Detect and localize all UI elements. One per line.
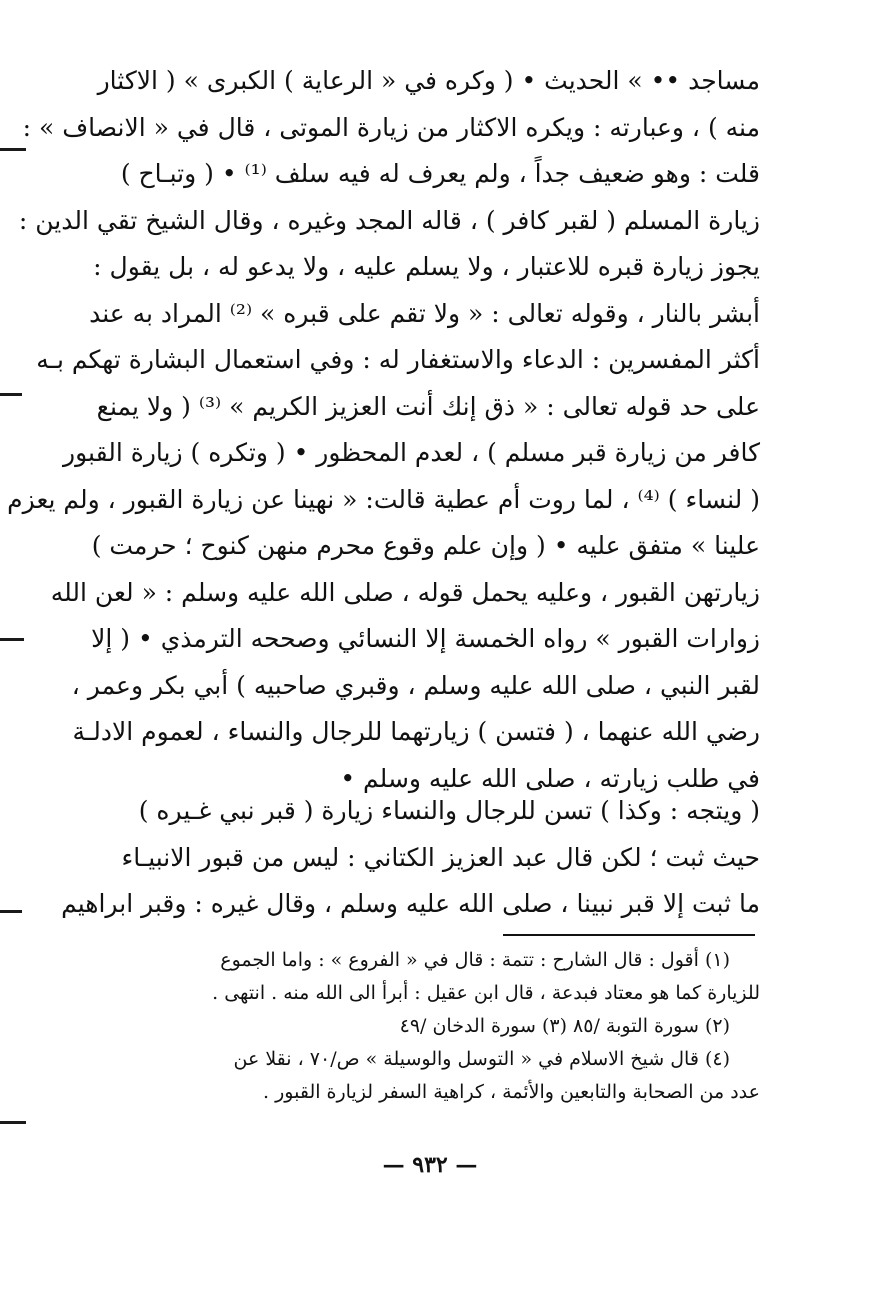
text-line: كافر من زيارة قبر مسلم ) ، لعدم المحظور • ( وتكره ) زيارة القبور bbox=[63, 438, 760, 467]
text-line: ( لنساء ) ⁽⁴⁾ ، لما روت أم عطية قالت: « نهينا عن زيارة القبور ، ولم يعزم bbox=[7, 484, 760, 514]
footnote-separator bbox=[503, 934, 755, 936]
scan-margin-mark bbox=[0, 393, 22, 396]
footnote-1-line: للزيارة كما هو معتاد فبدعة ، قال ابن عقيل : أبرأ الى الله منه . انتهى . bbox=[212, 982, 760, 1004]
scan-margin-mark bbox=[0, 1121, 26, 1124]
text-line: زيارة المسلم ( لقبر كافر ) ، قاله المجد وغيره ، وقال الشيخ تقي الدين : bbox=[18, 205, 760, 235]
text-line: حيث ثبت ؛ لكن قال عبد العزيز الكتاني : ليس من قبور الانبيـاء bbox=[121, 842, 760, 872]
text-line: على حد قوله تعالى : « ذق إنك أنت العزيز الكريم » ⁽³⁾ ( ولا يمنع bbox=[96, 391, 760, 421]
scan-margin-mark bbox=[0, 910, 22, 913]
scan-margin-mark bbox=[0, 638, 24, 641]
text-line: أبشر بالنار ، وقوله تعالى : « ولا تقم على قبره » ⁽²⁾ المراد به عند bbox=[89, 298, 760, 328]
text-line: منه ) ، وعبارته : ويكره الاكثار من زيارة الموتى ، قال في « الانصاف » : bbox=[22, 112, 760, 142]
footnote-4-line: عدد من الصحابة والتابعين والأئمة ، كراهية السفر لزيارة القبور . bbox=[263, 1081, 760, 1103]
footnote-1-line: (١) أقول : قال الشارح : تتمة : قال في « الفروع » : واما الجموع bbox=[220, 949, 730, 971]
text-line: ما ثبت إلا قبر نبينا ، صلى الله عليه وسلم ، وقال غيره : وقبر ابراهيم bbox=[61, 889, 760, 918]
footnote-2-3-row bbox=[103, 1010, 760, 1043]
text-line: علينا » متفق عليه • ( وإن علم وقوع محرم منهن كنوح ؛ حرمت ) bbox=[91, 531, 760, 560]
text-line: في طلب زيارته ، صلى الله عليه وسلم • bbox=[340, 763, 760, 793]
text-line: زيارتهن القبور ، وعليه يحمل قوله ، صلى الله عليه وسلم : « لعن الله bbox=[50, 577, 760, 607]
text-line: قلت : وهو ضعيف جداً ، ولم يعرف له فيه سلف ⁽¹⁾ • ( وتبـاح ) bbox=[120, 159, 760, 188]
footnote-3: (٣) سورة الدخان /٤٩ bbox=[399, 1015, 567, 1037]
text-line: لقبر النبي ، صلى الله عليه وسلم ، وقبري صاحبيه ) أبي بكر وعمر ، bbox=[71, 670, 760, 700]
page-number: — ٩٣٢ — bbox=[382, 1152, 478, 1178]
footnote-2: (٢) سورة التوبة /٨٥ bbox=[573, 1015, 730, 1037]
text-line: يجوز زيارة قبره للاعتبار ، ولا يسلم عليه ، ولا يدعو له ، بل يقول : bbox=[93, 252, 760, 281]
text-line: مساجد •• » الحديث • ( وكره في « الرعاية ) الكبرى » ( الاكثار bbox=[97, 66, 760, 95]
text-line: زوارات القبور » رواه الخمسة إلا النسائي وصححه الترمذي • ( إلا bbox=[91, 624, 760, 653]
text-line: رضي الله عنهما ، ( فتسن ) زيارتهما للرجال والنساء ، لعموم الادلـة bbox=[72, 717, 760, 746]
main-paragraph-2 bbox=[61, 788, 760, 928]
text-line: أكثر المفسرين : الدعاء والاستغفار له : وفي استعمال البشارة تهكم بـه bbox=[36, 345, 760, 374]
main-paragraph-1 bbox=[7, 58, 760, 802]
footnotes bbox=[103, 944, 760, 1109]
text-line: ( ويتجه : وكذا ) تسن للرجال والنساء زيارة ( قبر نبي غـيره ) bbox=[138, 796, 760, 825]
footnote-4-line: (٤) قال شيخ الاسلام في « التوسل والوسيلة » ص/٧٠ ، نقلا عن bbox=[233, 1048, 730, 1070]
